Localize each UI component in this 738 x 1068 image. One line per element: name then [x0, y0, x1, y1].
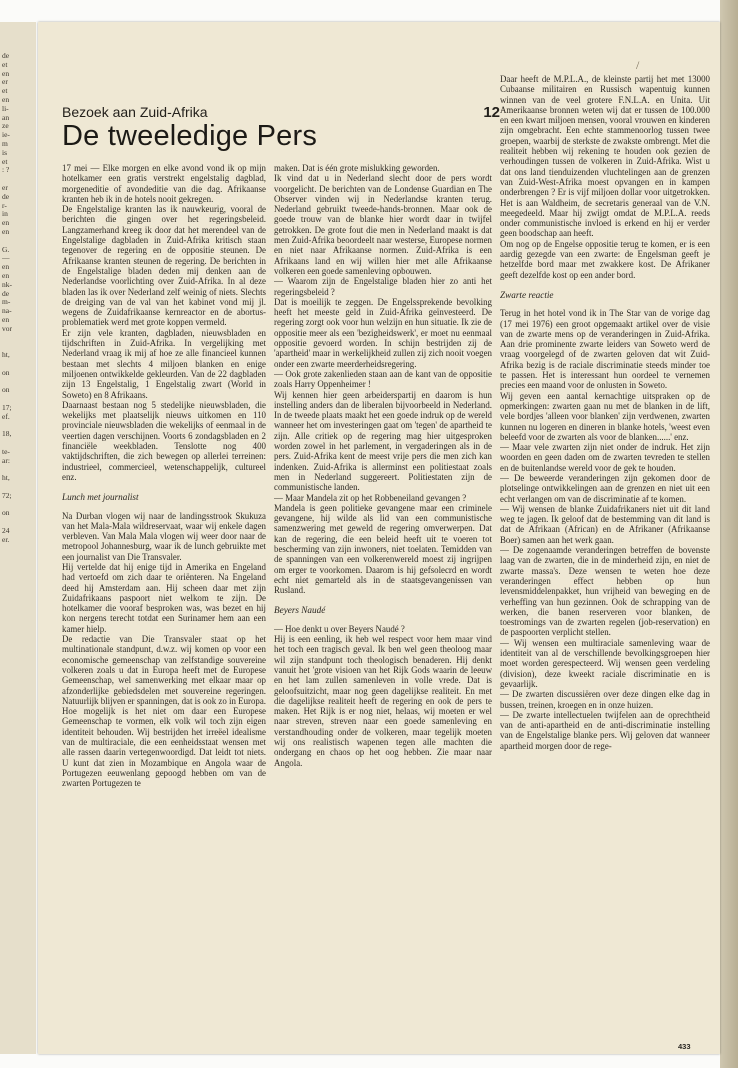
- text-column-1: [62, 163, 266, 1043]
- text-column-3: [500, 74, 710, 1039]
- previous-page-edge: [0, 22, 36, 1054]
- paragraph: De Engelstalige kranten las ik nauwkeurig, vooral de berichten die gingen over het regeringsbeleid. Langzamerhand kreeg ik door dat het merendeel van de Engelstalige dagbladen in Zuid-Afrika kritisch staan tegenover de regering en de oppositie steunen. De Afrikaanse kranten steunen de regering. De berichten in de Engelstalige bladen deden mij denken aan de Nederlandse voorlichting over Zuid-Afrika. In al deze bladen las ik over Nederland zelf weinig of niets. Slechts de dreiging van de val van het kabinet vond mij jl. wegens de Zuidafrikaanse kernreactor en de abortus-problematiek werd met grote koppen vermeld.: [62, 204, 266, 328]
- previous-page-text: de et en er et en li- an ze ie- m is et : ? er de r- in en en G. — en en nk- de m- na- en vor ht, on on 17; ef. 18, te- ar: ht, 72; on 24 er.: [2, 52, 12, 544]
- paragraph: maken. Dat is één grote mislukking geworden.: [274, 163, 440, 173]
- book-spine-shadow: [720, 0, 738, 1068]
- paragraph: Terug in het hotel vond ik in The Star van de vorige dag (17 mei 1976) een groot opgemaakt artikel over de visie van de zwarte mens op de veranderingen in Zuid-Afrika. Aan drie prominente zwarte leiders van Soweto werd de vraag voorgelegd of de zwarten geloven dat wit Zuid-Afrika bezig is de raciale discriminatie steeds minder toe te passen. Het is interessant hun oordeel te vernemen precies een maand voor de onlusten in Soweto.: [500, 308, 710, 391]
- paragraph: Na Durban vlogen wij naar de landingsstrook Skukuza van het Mala-Mala wildreservaat, waar wij enkele dagen verbleven. Van Mala Mala vlogen wij weer door naar de metropool Johannesburg, waar ik de lunch gebruikte met een journalist van Die Transvaler.: [62, 510, 266, 562]
- paragraph: — Wij wensen een multiraciale samenleving waar de identiteit van al de verschillende bevolkingsgroepen hier moet worden gerespecteerd. Wij wensen geen verdeling (division), deze kweekt raciale discriminatie en is gevaarlijk.: [500, 637, 710, 689]
- paragraph: De redactie van Die Transvaler staat op het multinationale standpunt, d.w.z. wij komen op voor een economische gemeenschap van zelfstandige souvereine volkeren zoals u dat in Europa heeft met de Europese Gemeenschap, wel samenwerking met elkaar maar op afzonderlijke gebiedsdelen met souvereine regeringen. Natuurlijk blijven er spanningen, dat is ook zo in Europa. Hoe mogelijk is het niet om daar een Europese Gemeenschap te vormen, elk volk wil toch zijn eigen identiteit behouden. Wij bestrijden het irreëel idealisme van de multiraciale, die een eenheidsstaat wensen met alle rassen daarin vertegenwoordigd. Dat leidt tot niets. U kunt dat zien in Mozambique en Angola waar de Portugezen eeuwenlang gepoogd hebben om van de zwarten Portugezen te: [62, 634, 266, 789]
- magazine-page: [38, 22, 720, 1054]
- paragraph: — De zwarten discussiëren over deze dingen elke dag in bussen, treinen, kroegen en in onze huizen.: [500, 689, 710, 710]
- paragraph: — De beweerde veranderingen zijn gekomen door de plotselinge ontwikkelingen aan de grenzen en niet uit een echt verlangen om van de discriminatie af te komen.: [500, 472, 710, 504]
- paragraph: — Waarom zijn de Engelstalige bladen hier zo anti het regeringsbeleid ?: [274, 276, 492, 297]
- paragraph: Hij vertelde dat hij enige tijd in Amerika en Engeland had vertoefd om zich daar te oriënteren. Na Engeland deed hij Amsterdam aan. Hij scheen daar met zijn Zuidafrikaans paspoort niet welkom te zijn. De hotelkamer die vooraf besproken was, was bezet en hij kon nergens terecht totdat een Surinamer hem aan een kamer hielp.: [62, 561, 266, 634]
- paragraph: Dat is moeilijk te zeggen. De Engelssprekende bevolking heeft het meeste geld in Zuid-Afrika geïnvesteerd. De regering zorgt ook voor hun welzijn en hun situatie. Ik zie de oppositie meer als een 'bezigheidswerk', er moet nu eenmaal oppositie gevoerd worden. In schijn bestrijden zij de 'apartheid' maar in werkelijkheid zullen zij zich nooit voegen onder een zwarte meerderheidsregering.: [274, 296, 492, 369]
- page-number: 433: [678, 1042, 691, 1051]
- article-header: [62, 104, 500, 152]
- article-number: 12: [483, 104, 500, 121]
- paragraph: — Maar Mandela zit op het Robbeneiland gevangen ?: [274, 492, 467, 503]
- paragraph: Wij geven een aantal kernachtige uitspraken op de opmerkingen: zwarten gaan nu met de blanken in de lift, vele bordjes 'alleen voor blanken' zijn verdwenen, zwarten kunnen nu logeren en dineren in blanke hotels, 'weest even beleefd voor de zwarten als voor de blanken......' enz.: [500, 390, 710, 442]
- text-column-2: [274, 163, 492, 1043]
- paragraph: — Maar vele zwarten zijn niet onder de indruk. Het zijn woorden en geen daden om de zwarten tevreden te stellen en de buitenlandse wereld voor de gek te houden.: [500, 442, 710, 473]
- paragraph: Hij is een eenling, ik heb wel respect voor hem maar vind het toch een tragisch geval. Ik ben wel geen theoloog maar wil zijn standpunt toch theologisch benaderen. Hij denkt vanuit het 'grote visioen van het Rijk Gods waarin de leeuw en het lam zullen samenleven in volle vrede. Dat is geloofsuitzicht, maar nog geen dagelijkse realiteit. En met die dagelijkse realiteit heeft de regering en ook de pers te maken. Het Rijk is er nog niet, helaas, wij moeten er wel naar streven, streven naar een goede samenleving en verstandhouding onder de volkeren, maar tegelijk moeten wij ons realistisch wapenen tegen alle machten die ondergang en chaos op het oog hebben. Zie maar naar Angola.: [274, 634, 492, 768]
- section-heading-beyers-naude: Beyers Naudé: [274, 605, 326, 616]
- article-title: De tweeledige Pers: [62, 120, 318, 152]
- paragraph: — De zwarte intellectuelen twijfelen aan de oprechtheid van de anti-apartheid en de anti-discriminatie instelling van de Engelstalige blanke pers. Wij geloven dat wanneer apartheid morgen door de rege-: [500, 709, 710, 751]
- section-heading-zwarte-reactie: Zwarte reactie: [500, 289, 554, 300]
- section-heading-lunch: Lunch met journalist: [62, 492, 139, 503]
- paragraph: Daar heeft de M.P.L.A., de kleinste partij het met 13000 Cubaanse militairen en Russisch wapentuig kunnen winnen van de veel grotere F.N.L.A. en Unita. Uit Amerikaanse bronnen weten wij dat er tussen de 100.000 en een kwart miljoen mensen, vooral vrouwen en kinderen zijn omgebracht. Een echte stammenoorlog tussen twee groepen, waarbij de sterkste de zwakste ombrengt. Met die realiteit hebben wij rekening te houden ook gezien de verhoudingen tussen de volkeren in Zuid-Afrika. Wist u dat ons land tienduizenden vluchtelingen aan de grenzen van Zuid-West-Afrika moest opvangen en in kampen onderbrengen ? Er is vijf miljoen dollar voor uitgetrokken. Het is aan Waldheim, de secretaris generaal van de V.N. meegedeeld. Maar hij zwijgt omdat de M.P.L.A. reeds onder communistische invloed is erkend en hij er verder geen boodschap aan heeft.: [500, 74, 710, 239]
- paragraph: Mandela is geen politieke gevangene maar een criminele gevangene, hij wilde als lid van een communistische samenzwering met geweld de regering omverwerpen. Dat kan de regering, die een beleid heeft uit te voeren tot bescherming van zijn inwoners, niet toelaten. Temidden van de spanningen van een volkerenwereld moest zij ingrijpen om erger te voorkomen. Daarom is hij gefsolecrd en wordt echt niet gemarteld als in de staatsgevangenissen van Rusland.: [274, 502, 492, 596]
- paragraph: — De zogenaamde veranderingen betreffen de bovenste laag van de zwarten, die in de minderheid zijn, en niet de zwarte massa's. Deze wensen te weten hoe deze veranderingen effect hebben op hun levensmiddelenpakket, hun vrijheid van beweging en de verheffing van hun gezinnen. Ook de schrapping van de werken, die banen reserveren voor blanken, de toestromings van de zwarten regelen (job-reservation) en de paspoorten verplicht stellen.: [500, 545, 710, 638]
- paragraph: 17 mei — Elke morgen en elke avond vond ik op mijn hotelkamer een gratis verstrekt engelstalig dagblad, morgeneditie of avondeditie van die dag. Afrikaanse kranten heb ik in de hotels nooit gekregen.: [62, 163, 266, 204]
- paragraph: — Wij wensen de blanke Zuidafrikaners niet uit dit land weg te jagen. Ik geloof dat de bestemming van dit land is dat de Afrikaan (African) en de Afrikaner (Afrikaanse Boer) samen aan het werk gaan.: [500, 503, 710, 545]
- paragraph: — Hoe denkt u over Beyers Naudé ?: [274, 623, 405, 634]
- paragraph: Wij kennen hier geen arbeiderspartij en daarom is hun instelling anders dan de liberalen bijvoorbeeld in Nederland. In de tweede plaats maakt het een goede indruk op de wereld wanneer het om investeringen gaat om 'tegen' de apartheid te zijn. Alle critiek op de regering mag hier uitgesproken worden zowel in het parlement, in vergaderingen als in de pers. Zuid-Afrika kent de meest vrije pers die men zich kan indenken. Zuid-Afrika is allerminst een politiestaat zoals men in Nederland suggereert. Politiestaten zijn de communistische landen.: [274, 389, 492, 493]
- paragraph: Er zijn vele kranten, dagbladen, nieuwsbladen en tijdschriften in Zuid-Afrika. In vergelijking met Nederland vraag ik mij af hoe ze alle financieel kunnen bestaan met slechts 4 miljoen blanken en enige miljoenen ontwikkelde gekleurden. Van de 22 dagbladen zijn 13 Engelstalig, 1 Engelstalig zwart (World in Soweto) en 8 Afrikaans.: [62, 327, 266, 400]
- series-title: Bezoek aan Zuid-Afrika: [62, 104, 208, 120]
- paragraph: Ik vind dat u in Nederland slecht door de pers wordt voorgelicht. De berichten van de Londense Guardian en The Observer vinden wij in Nederlandse kranten terug. Nederland gebruikt tweede-hands-bronnen. Maar ook de goede trouw van de blanke hier wordt daar in twijfel getrokken. De grote fout die men in Nederland maakt is dat men Zuid-Afrika beoordeelt naar westerse, Europese normen en niet naar Afrikaanse normen. Zuid-Afrika is een Afrikaans land en wij willen hier met alle Afrikaanse volkeren een goede samenleving opbouwen.: [274, 173, 492, 276]
- paragraph: Daarnaast bestaan nog 5 stedelijke nieuwsbladen, die wekelijks met plaatselijk nieuws uitkomen en 110 provinciale nieuwsbladen die wekelijks of eenmaal in de veertien dagen verschijnen. Voorts 6 zondagsbladen en 2 financiële weekbladen. Tenslotte nog 400 vaktijdschriften, die zich bewegen op allerlei terreinen: industrieel, commercieel, wetenschappelijk, cultureel enz.: [62, 399, 266, 482]
- paragraph: Om nog op de Engelse oppositie terug te komen, er is een aardig gezegde van een zwarte: de Engelsman geeft je hetzelfde bord maar met zwakkere kost. De Afrikaner geeft dezelfde kost op een ander bord.: [500, 238, 710, 280]
- paragraph: — Ook grote zakenlieden staan aan de kant van de oppositie zoals Harry Oppenheimer !: [274, 368, 492, 390]
- margin-mark: /: [636, 58, 640, 72]
